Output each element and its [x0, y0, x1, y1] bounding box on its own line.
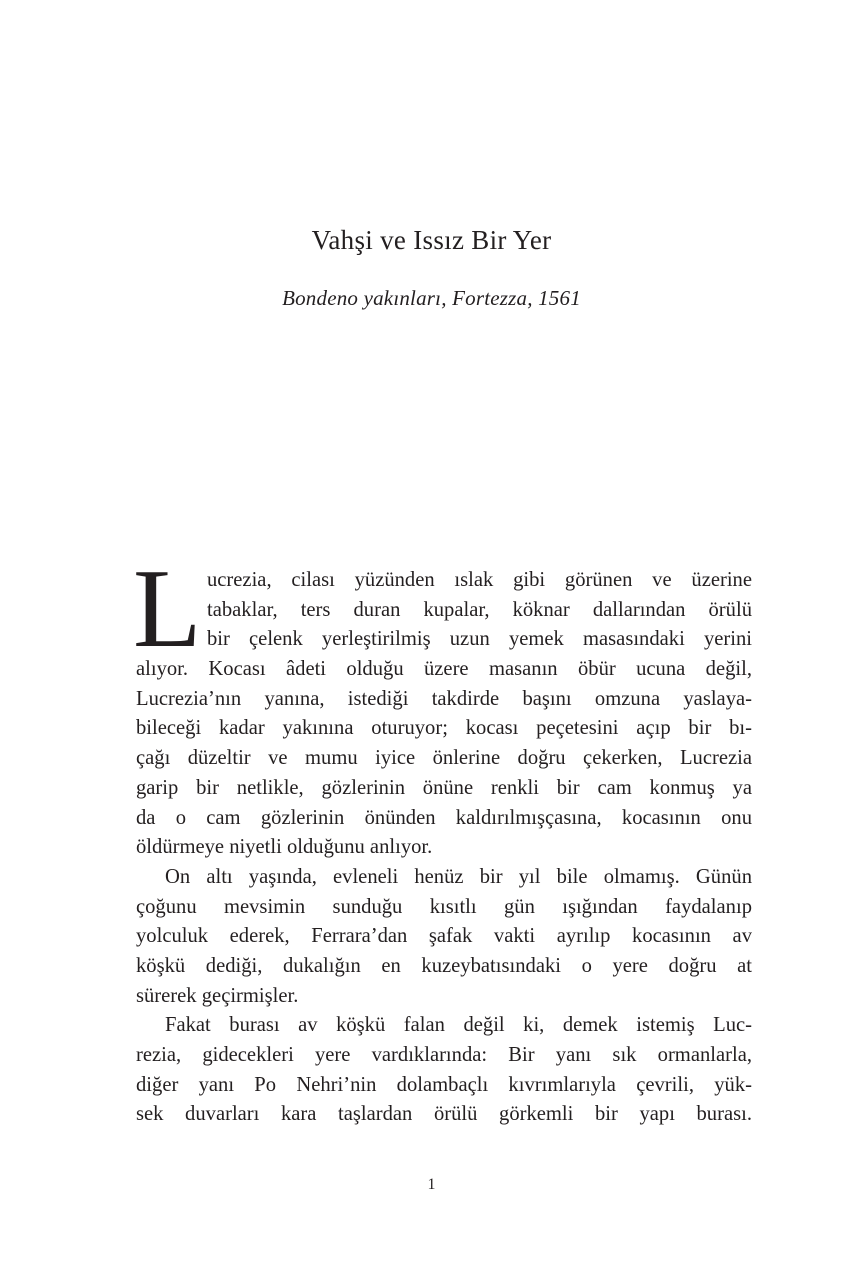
chapter-title: Vahşi ve Issız Bir Yer	[311, 225, 552, 255]
text-line: yolculuk ederek, Ferrara’dan şafak vakti ayrılıp kocasının av	[136, 925, 752, 948]
text-line: Fakat burası av köşkü falan değil ki, demek istemiş Luc-	[165, 1014, 752, 1037]
page-number: 1	[427, 1176, 436, 1193]
paragraph-2	[136, 863, 752, 1011]
text-line: çoğunu mevsimin sunduğu kısıtlı gün ışığından faydalanıp	[136, 895, 752, 918]
text-line: da o cam gözlerinin önünden kaldırılmışçasına, kocasının onu	[136, 806, 752, 829]
text-line: alıyor. Kocası âdeti olduğu üzere masanın öbür ucuna değil,	[136, 658, 752, 681]
paragraph-3	[136, 1011, 752, 1130]
text-line: ucrezia, cilası yüzünden ıslak gibi görünen ve üzerine	[207, 569, 752, 591]
text-line: garip bir netlikle, gözlerinin önüne renkli bir cam konmuş ya	[136, 776, 752, 799]
text-line: rezia, gidecekleri yere vardıklarında: Bir yanı sık ormanlarla,	[136, 1044, 752, 1066]
text-line: Lucrezia’nın yanına, istediği takdirde başını omzuna yaslaya-	[136, 687, 752, 710]
text-line: tabaklar, ters duran kupalar, köknar dallarından örülü	[207, 598, 752, 621]
text-line: köşkü dediği, dukalığın en kuzeybatısındaki o yere doğru at	[136, 954, 752, 977]
text-line: öldürmeye niyetli olduğunu anlıyor.	[136, 836, 433, 859]
text-line: sek duvarları kara taşlardan örülü görkemli bir yapı burası.	[136, 1103, 752, 1126]
text-line: On altı yaşında, evleneli henüz bir yıl bile olmamış. Günün	[165, 865, 752, 888]
text-line: bir çelenk yerleştirilmiş uzun yemek masasındaki yerini	[207, 628, 752, 651]
body-text	[133, 547, 752, 1130]
text-line: çağı düzeltir ve mumu iyice önlerine doğru çekerken, Lucrezia	[136, 747, 752, 770]
text-line: bileceği kadar yakınına oturuyor; kocası peçetesini açıp bir bı-	[136, 717, 752, 740]
text-line: sürerek geçirmişler.	[136, 984, 299, 1007]
drop-cap: L	[133, 547, 202, 671]
text-line: diğer yanı Po Nehri’nin dolambaçlı kıvrımlarıyla çevrili, yük-	[136, 1073, 752, 1096]
paragraph-1	[136, 566, 752, 863]
chapter-subtitle: Bondeno yakınları, Fortezza, 1561	[282, 286, 581, 310]
